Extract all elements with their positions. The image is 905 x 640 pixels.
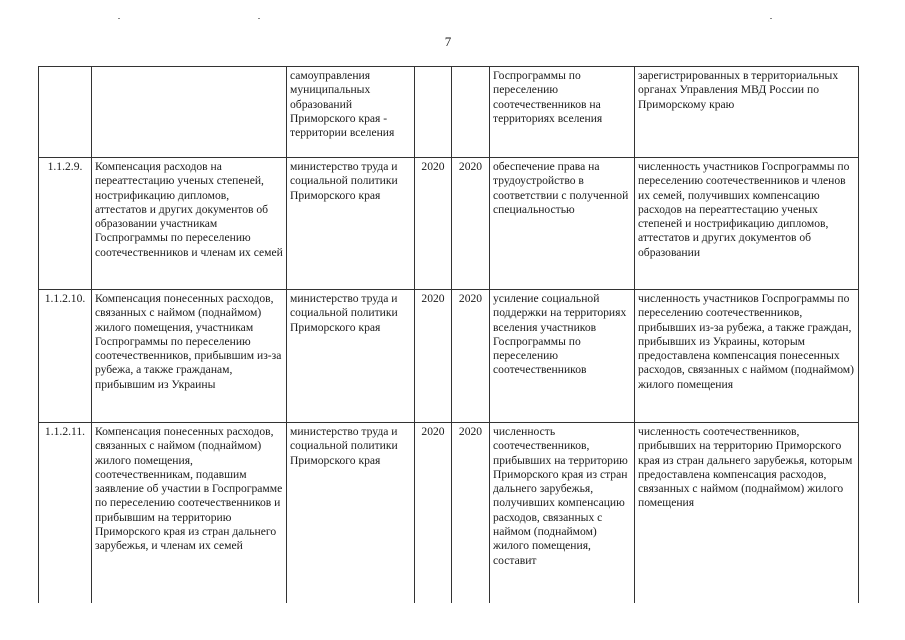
table-row: [39, 158, 859, 290]
page-number: 7: [444, 34, 452, 49]
executor: министерство труда и социальной политики Приморского края: [287, 158, 415, 290]
measure-name: Компенсация понесенных расходов, связанных с наймом (поднаймом) жилого помещения, соотечественникам, подавшим заявление об участии в Госпрограмме по переселению соотечественников и прибывшим на территорию Приморского края из стран дальнего зарубежья, и членам их семей: [92, 423, 287, 603]
row-number: [39, 67, 92, 158]
table-row: [39, 290, 859, 423]
indicator: зарегистрированных в территориальных органах Управления МВД России по Приморскому краю: [635, 67, 859, 158]
program-measures-table: [38, 66, 859, 603]
expected-result: обеспечение права на трудоустройство в соответствии с полученной специальностью: [490, 158, 635, 290]
executor: министерство труда и социальной политики Приморского края: [287, 423, 415, 603]
year-start: [415, 67, 452, 158]
expected-result: численность соотечественников, прибывших на территорию Приморского края из стран дальнего зарубежья, получивших компенсацию расходов, связанных с наймом (поднаймом) жилого помещения, составит: [490, 423, 635, 603]
row-number: 1.1.2.9.: [39, 158, 92, 290]
year-start: 2020: [415, 158, 452, 290]
year-end: 2020: [452, 290, 490, 423]
year-start: 2020: [415, 423, 452, 603]
year-end: [452, 67, 490, 158]
indicator: численность участников Госпрограммы по переселению соотечественников и членов их семей, получивших компенсацию расходов на переаттестацию ученых степеней и нострификацию дипломов, аттестатов и других документов об образовании: [635, 158, 859, 290]
year-start: 2020: [415, 290, 452, 423]
year-end: 2020: [452, 158, 490, 290]
executor: министерство труда и социальной политики Приморского края: [287, 290, 415, 423]
table-row: [39, 67, 859, 158]
scan-speck: [770, 18, 772, 19]
indicator: численность участников Госпрограммы по переселению соотечественников, прибывших из-за рубежа, а также граждан, прибывших из Украины, которым предоставлена компенсация понесенных расходов, связанных с наймом (поднаймом) жилого помещения: [635, 290, 859, 423]
measure-name: [92, 67, 287, 158]
table-row: [39, 423, 859, 603]
indicator: численность соотечественников, прибывших на территорию Приморского края из стран дальнего зарубежья, которым предоставлена компенсация расходов, связанных с наймом (поднаймом) жилого помещения: [635, 423, 859, 603]
measure-name: Компенсация расходов на переаттестацию ученых степеней, нострификацию дипломов, аттестатов и других документов об образовании участникам Госпрограммы по переселению соотечественников и членам их семей: [92, 158, 287, 290]
row-number: 1.1.2.10.: [39, 290, 92, 423]
measure-name: Компенсация понесенных расходов, связанных с наймом (поднаймом) жилого помещения, участникам Госпрограммы по переселению соотечественников, прибывшим из-за рубежа, а также гражданам, прибывшим из Украины: [92, 290, 287, 423]
scan-speck: [258, 18, 260, 19]
expected-result: усиление социальной поддержки на территориях вселения участников Госпрограммы по переселению соотечественников: [490, 290, 635, 423]
expected-result: Госпрограммы по переселению соотечественников на территориях вселения: [490, 67, 635, 158]
year-end: 2020: [452, 423, 490, 603]
row-number: 1.1.2.11.: [39, 423, 92, 603]
scan-speck: [118, 18, 120, 19]
executor: самоуправления муниципальных образований Приморского края - территории вселения: [287, 67, 415, 158]
